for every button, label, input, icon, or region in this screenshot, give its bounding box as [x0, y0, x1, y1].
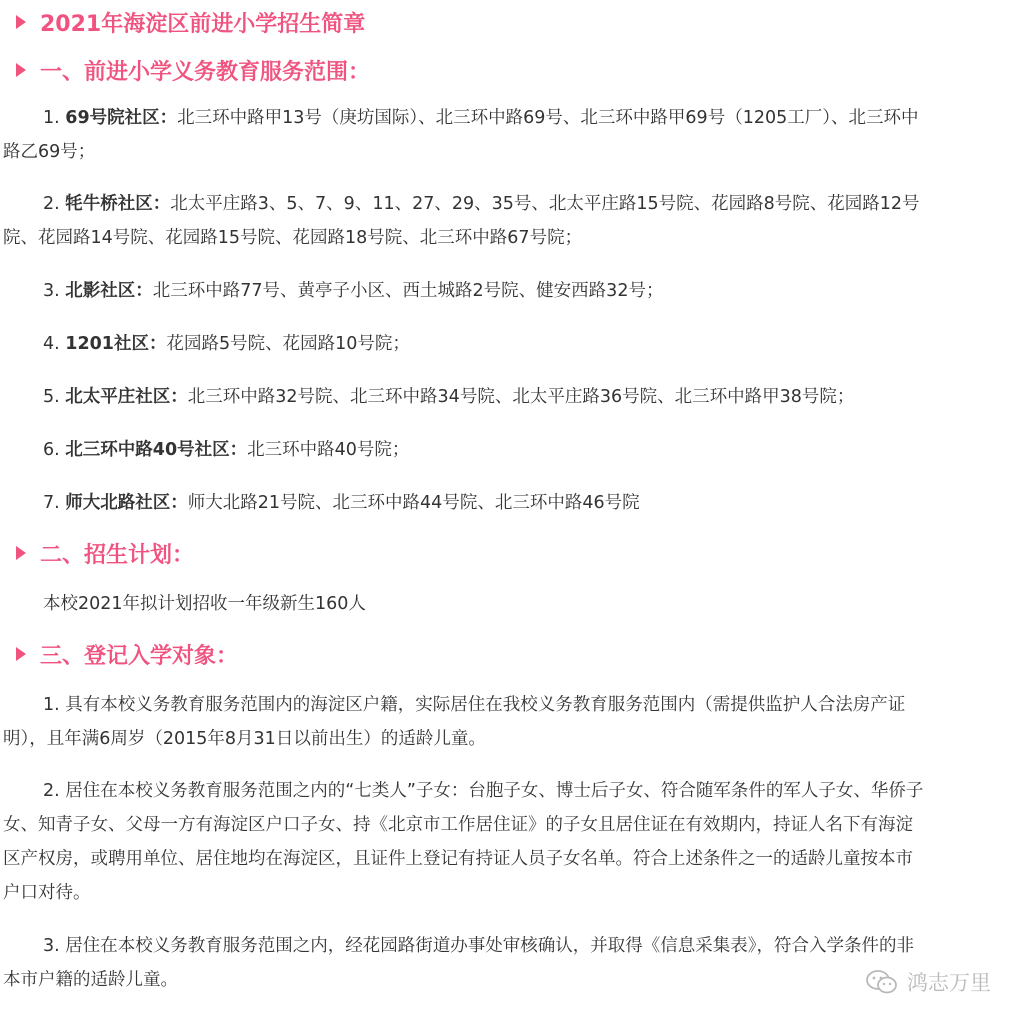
list-item: 6. 北三环中路40号社区：北三环中路40号院；	[43, 440, 410, 460]
community-name: 北三环中路40号社区：	[65, 440, 248, 460]
community-name: 北影社区：	[65, 281, 153, 301]
community-name: 师大北路社区：	[65, 493, 188, 513]
list-item: 1. 具有本校义务教育服务范围内的海淀区户籍，实际居住在我校义务教育服务范围内（需提供监护人合法房产证 明），且年满6周岁（2015年8月31日以前出生）的适龄儿童。	[3, 695, 906, 749]
community-name: 北太平庄社区：	[65, 387, 188, 407]
wechat-icon	[865, 969, 899, 995]
community-name: 1201社区：	[65, 334, 167, 354]
page-title	[0, 6, 365, 38]
list-item: 2. 居住在本校义务教育服务范围之内的“七类人”子女：台胞子女、博士后子女、符合随军条件的军人子女、华侨子 女、知青子女、父母一方有海淀区户口子女、持《北京市工作居住证》的子女且居住证在有效期内，持证人名下有海淀 区产权房，或聘用单位、居住地均在海淀区，且证件上登记有持证人员子女名单。符合上述条件之一的适龄儿童按本市 户口对待。	[3, 781, 924, 903]
triangle-bullet-icon	[16, 63, 26, 77]
community-name: 牦牛桥社区：	[65, 194, 171, 214]
list-item: 3. 北影社区：北三环中路77号、黄亭子小区、西土城路2号院、健安西路32号；	[43, 281, 664, 301]
watermark-text: 鸿志万里	[907, 971, 991, 995]
list-item: 7. 师大北路社区：师大北路21号院、北三环中路44号院、北三环中路46号院	[43, 493, 640, 513]
list-item: 2. 牦牛桥社区：北太平庄路3、5、7、9、11、27、29、35号、北太平庄路15号院、花园路8号院、花园路12号 院、花园路14号院、花园路15号院、花园路18号院、北三环中路67号院；	[3, 194, 920, 248]
list-item: 1. 69号院社区：北三环中路甲13号（庚坊国际）、北三环中路69号、北三环中路甲69号（1205工厂）、北三环中 路乙69号；	[3, 108, 919, 162]
triangle-bullet-icon	[16, 546, 26, 560]
section3-heading: 三、登记入学对象：	[0, 638, 238, 670]
list-item: 4. 1201社区：花园路5号院、花园路10号院；	[43, 334, 410, 354]
community-name: 69号院社区：	[65, 108, 178, 128]
enrollment-plan-text: 本校2021年拟计划招收一年级新生160人	[43, 594, 366, 614]
section1-heading: 一、前进小学义务教育服务范围：	[0, 54, 370, 86]
section2-heading: 二、招生计划：	[0, 537, 194, 569]
list-item: 5. 北太平庄社区：北三环中路32号院、北三环中路34号院、北太平庄路36号院、北三环中路甲38号院；	[43, 387, 855, 407]
triangle-bullet-icon	[16, 15, 26, 29]
list-item: 3. 居住在本校义务教育服务范围之内，经花园路街道办事处审核确认，并取得《信息采集表》，符合入学条件的非 本市户籍的适龄儿童。	[3, 936, 915, 990]
title-text: 2021年海淀区前进小学招生简章	[40, 11, 366, 37]
watermark	[865, 967, 991, 997]
triangle-bullet-icon	[16, 647, 26, 661]
